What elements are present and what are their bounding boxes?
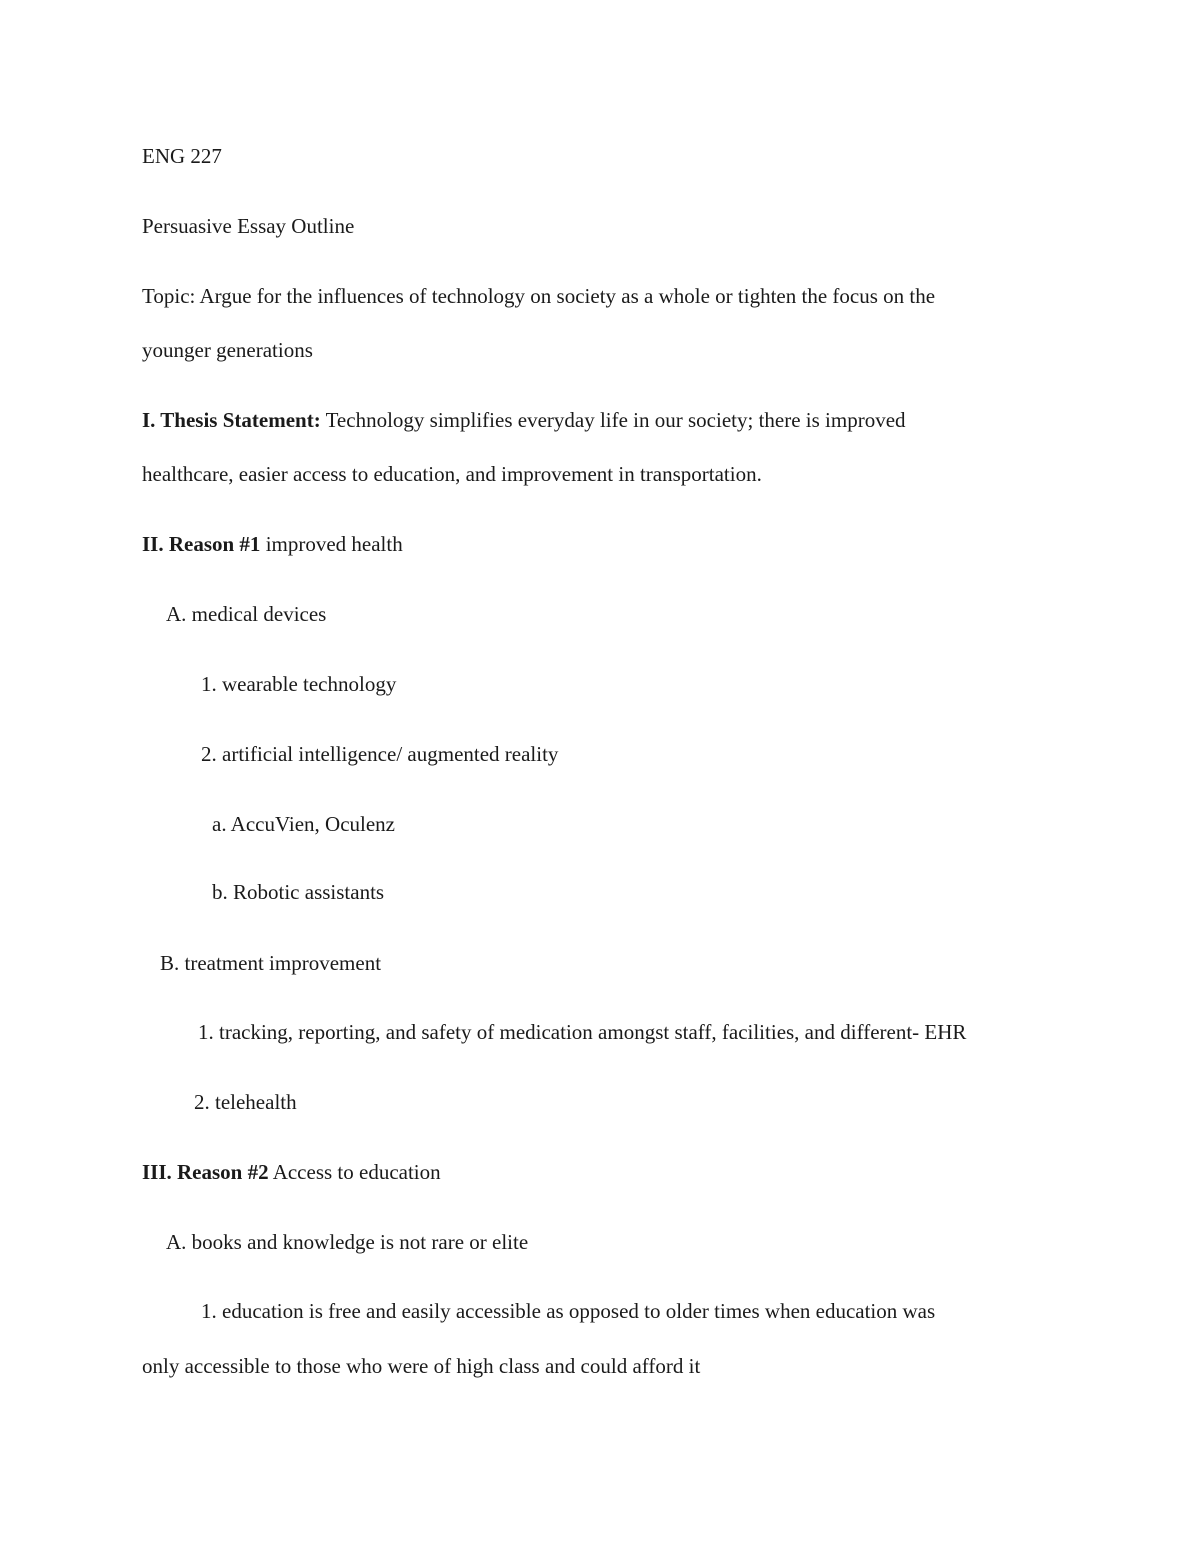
topic-line-1 xyxy=(142,286,935,307)
reason1-item-a: A. medical devices xyxy=(166,602,327,626)
reason2-heading xyxy=(142,1162,441,1183)
reason2-label: III. Reason #2 xyxy=(142,1160,269,1184)
reason1-item-a1: 1. wearable technology xyxy=(201,672,397,696)
reason2-text: Access to education xyxy=(268,1160,441,1184)
reason2-item-a: A. books and knowledge is not rare or elite xyxy=(166,1230,529,1254)
reason1-item-a2a: a. AccuVien, Oculenz xyxy=(212,812,395,836)
reason1-item-a2b: b. Robotic assistants xyxy=(212,880,385,904)
course-code: ENG 227 xyxy=(142,144,222,168)
reason1-label: II. Reason #1 xyxy=(142,532,261,556)
reason1-item-b2: 2. telehealth xyxy=(194,1090,297,1114)
topic-text-2: younger generations xyxy=(142,338,313,362)
thesis-text-2: healthcare, easier access to education, and improvement in transportation. xyxy=(142,462,762,486)
reason2-item-a1-line-1: 1. education is free and easily accessible as opposed to older times when education was xyxy=(201,1299,936,1323)
reason1-heading xyxy=(142,534,403,555)
topic-label: Topic: xyxy=(142,284,196,308)
reason2-item-a1-line-2: only accessible to those who were of high class and could afford it xyxy=(142,1354,701,1378)
reason1-text: improved health xyxy=(260,532,403,556)
outline-title: Persuasive Essay Outline xyxy=(142,214,355,238)
thesis-line-1 xyxy=(142,410,906,431)
thesis-text-1: Technology simplifies everyday life in our society; there is improved xyxy=(320,408,906,432)
reason1-item-b: B. treatment improvement xyxy=(160,951,382,975)
reason1-item-a2: 2. artificial intelligence/ augmented reality xyxy=(201,742,559,766)
reason1-item-b1: 1. tracking, reporting, and safety of medication amongst staff, facilities, and different- EHR xyxy=(198,1020,967,1044)
thesis-label: I. Thesis Statement: xyxy=(142,408,321,432)
topic-text-1: Argue for the influences of technology on society as a whole or tighten the focus on the xyxy=(195,284,936,308)
